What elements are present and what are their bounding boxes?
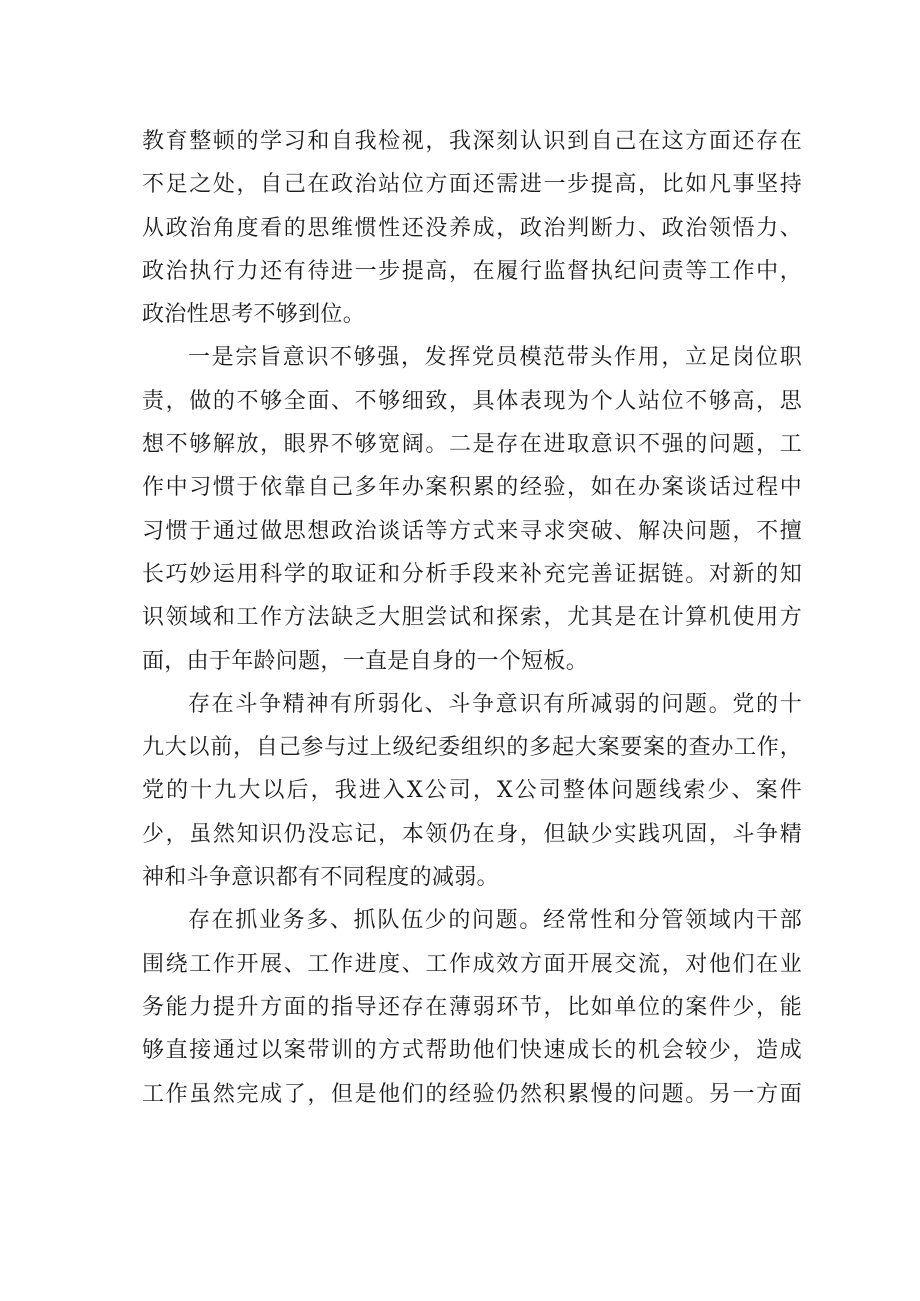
text-line: 存在斗争精神有所弱化、斗争意识有所减弱的问题。党的十 <box>188 691 802 717</box>
text-line: 九大以前，自己参与过上级纪委组织的多起大案要案的查办工作， <box>142 735 802 761</box>
text-line: 少，虽然知识仍没忘记，本领仍在身，但缺少实践巩固，斗争精 <box>142 821 802 847</box>
text-line: 务能力提升方面的指导还存在薄弱环节，比如单位的案件少，能 <box>142 994 802 1020</box>
text-line: 工作虽然完成了，但是他们的经验仍然积累慢的问题。另一方面 <box>142 1081 802 1107</box>
paragraph-2 <box>142 336 802 682</box>
text-line: 一是宗旨意识不够强，发挥党员模范带头作用，立足岗位职 <box>188 345 802 371</box>
text-line: 习惯于通过做思想政治谈话等方式来寻求突破、解决问题，不擅 <box>142 518 802 544</box>
text-line: 神和斗争意识都有不同程度的减弱。 <box>142 865 499 891</box>
paragraph-3 <box>142 683 802 899</box>
text-line: 政治性思考不够到位。 <box>142 302 366 328</box>
text-line: 责，做的不够全面、不够细致，具体表现为个人站位不够高，思 <box>142 388 802 414</box>
text-line: 政治执行力还有待进一步提高，在履行监督执纪问责等工作中， <box>142 258 802 284</box>
paragraph-1 <box>142 120 802 336</box>
text-line: 存在抓业务多、抓队伍少的问题。经常性和分管领域内干部 <box>188 908 802 934</box>
text-line: 从政治角度看的思维惯性还没养成，政治判断力、政治领悟力、 <box>142 215 802 241</box>
text-line: 想不够解放，眼界不够宽阔。二是存在进取意识不强的问题，工 <box>142 432 802 458</box>
text-line: 作中习惯于依靠自己多年办案积累的经验，如在办案谈话过程中 <box>142 475 802 501</box>
document-body <box>142 120 802 1116</box>
text-line: 够直接通过以案带训的方式帮助他们快速成长的机会较少，造成 <box>142 1038 802 1064</box>
text-line: 围绕工作开展、工作进度、工作成效方面开展交流，对他们在业 <box>142 951 802 977</box>
text-line: 不足之处，自己在政治站位方面还需进一步提高，比如凡事坚持 <box>142 172 802 198</box>
text-line: 面，由于年龄问题，一直是自身的一个短板。 <box>142 648 589 674</box>
text-line: 教育整顿的学习和自我检视，我深刻认识到自己在这方面还存在 <box>142 129 802 154</box>
text-line: 长巧妙运用科学的取证和分析手段来补充完善证据链。对新的知 <box>142 561 802 587</box>
paragraph-4 <box>142 899 802 1115</box>
text-line: 党的十九大以后，我进入X公司，X公司整体问题线索少、案件 <box>142 778 802 804</box>
text-line: 识领域和工作方法缺乏大胆尝试和探索，尤其是在计算机使用方 <box>142 605 802 631</box>
